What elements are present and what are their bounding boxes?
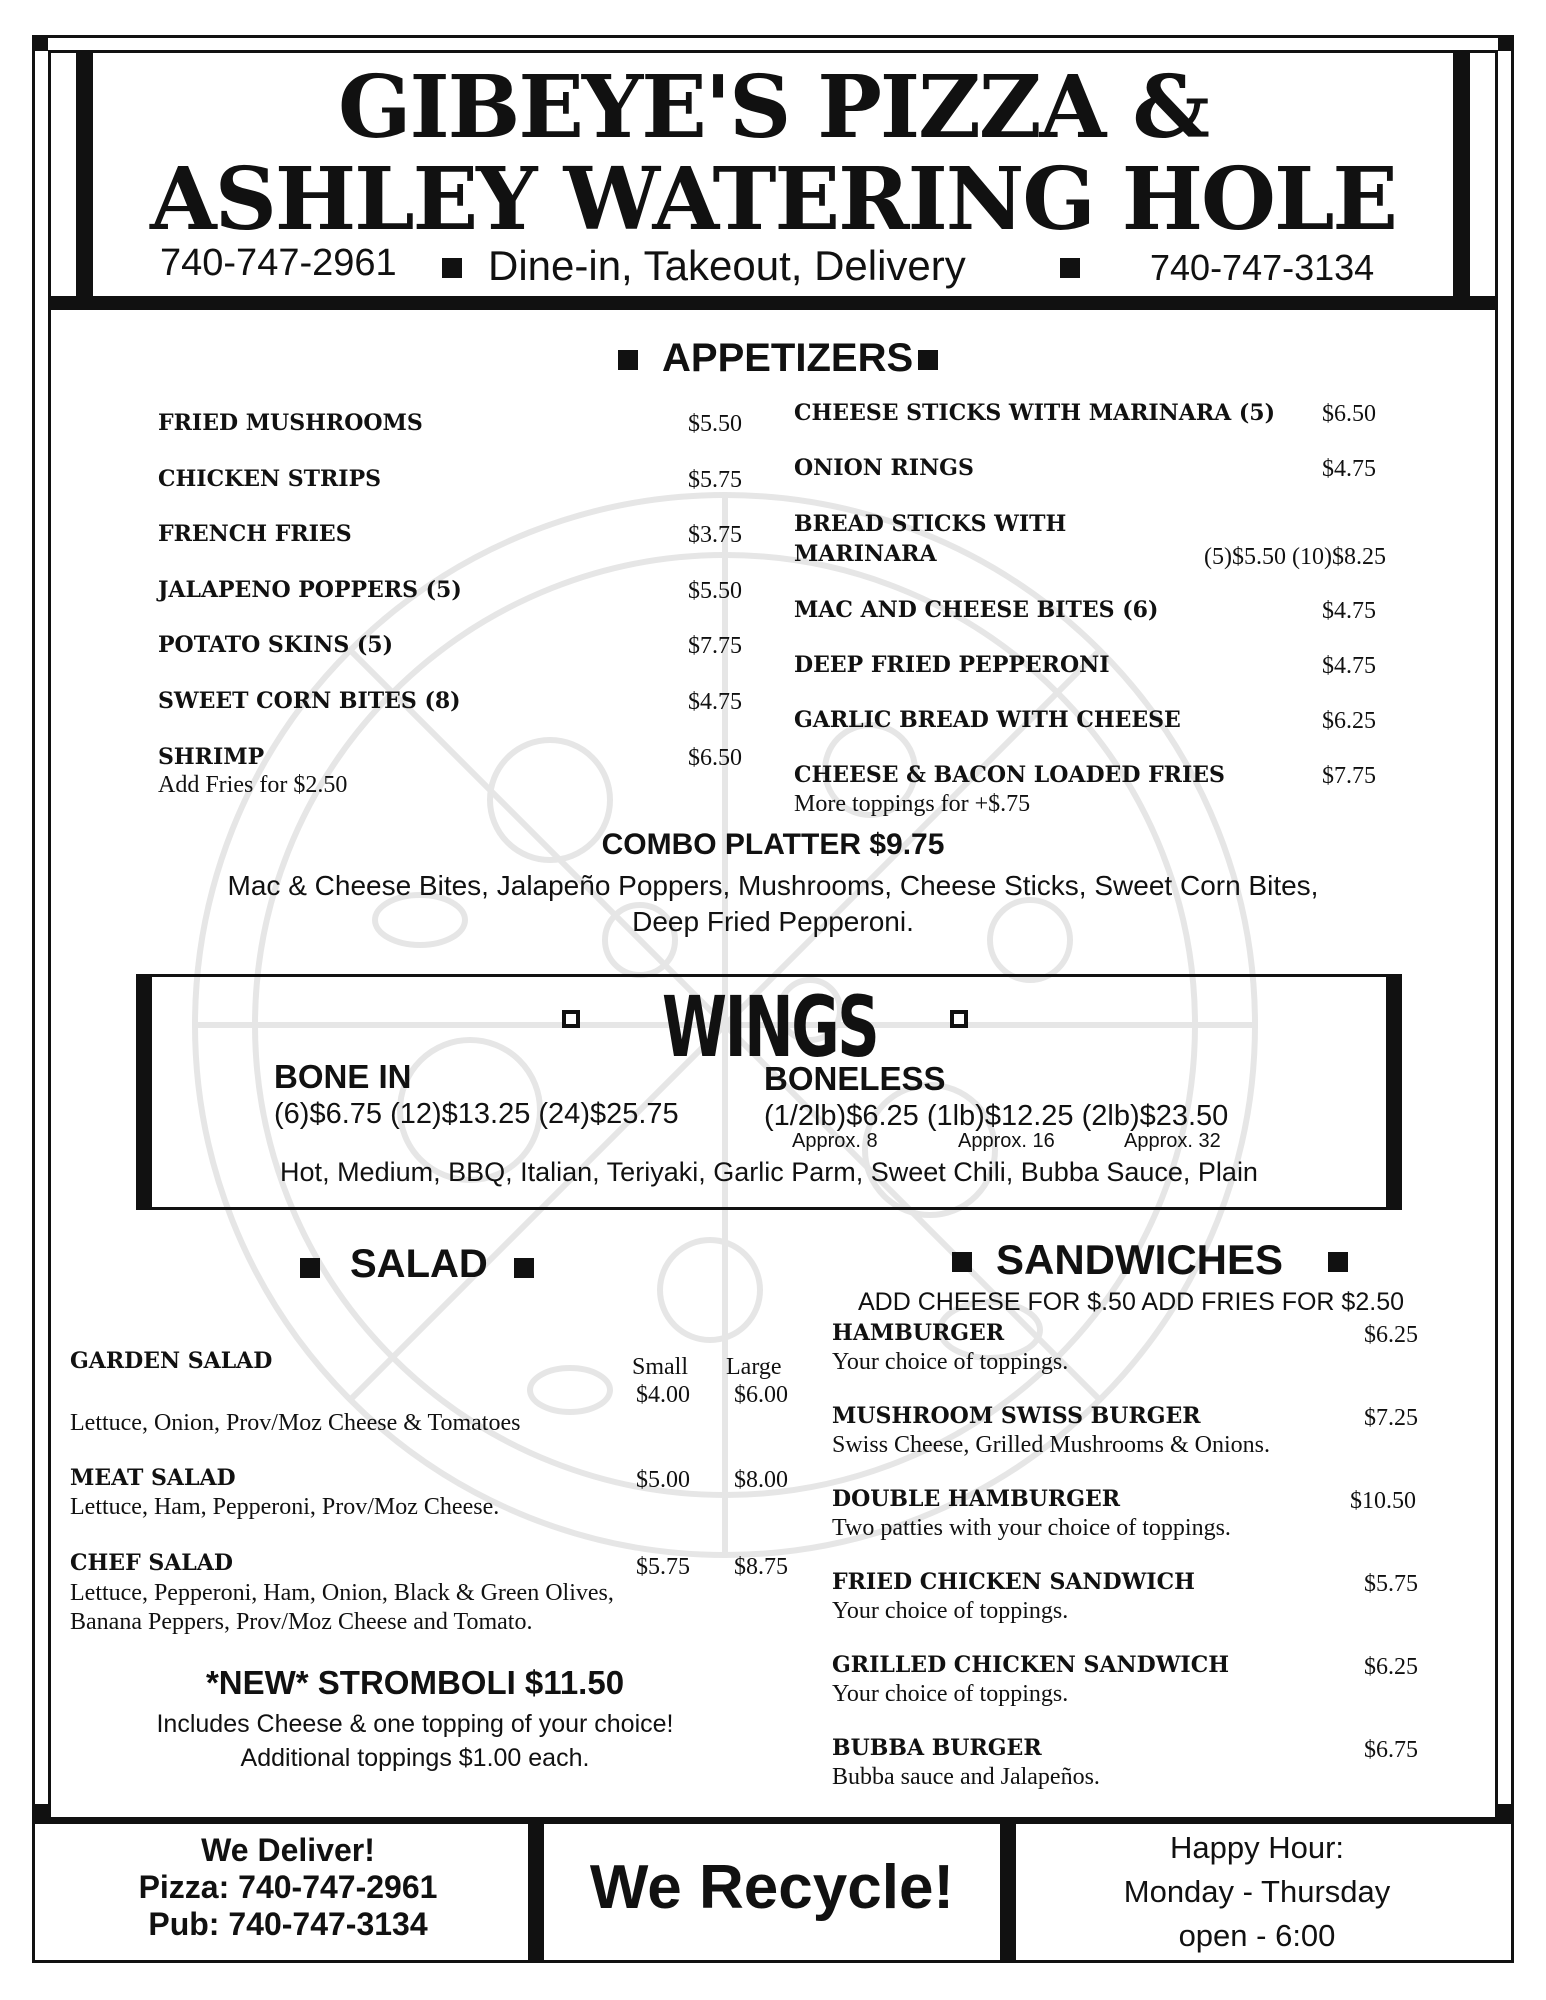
menu-item-price: (5)$5.50 (10)$8.25	[1204, 544, 1386, 570]
menu-item-price: $10.50	[1350, 1488, 1416, 1514]
menu-item-desc: Banana Peppers, Prov/Moz Cheese and Tomato.	[70, 1609, 533, 1635]
wings-heading: WINGS	[662, 978, 878, 1076]
service-tagline: Dine-in, Takeout, Delivery	[488, 242, 966, 289]
menu-item-name: BREAD STICKS WITH	[794, 511, 1067, 537]
stromboli-title: *NEW* STROMBOLI $11.50	[205, 1664, 625, 1701]
menu-item-name: HAMBURGER	[832, 1320, 1005, 1346]
menu-item-price: $4.75	[688, 689, 742, 715]
combo-platter-desc: Mac & Cheese Bites, Jalapeño Poppers, Mushrooms, Cheese Sticks, Sweet Corn Bites,	[227, 870, 1319, 901]
bone-in-title: BONE IN	[274, 1058, 412, 1095]
header-right-bar	[1456, 50, 1470, 302]
menu-item-price-small: $5.00	[636, 1467, 690, 1493]
menu-item-desc: Lettuce, Ham, Pepperoni, Prov/Moz Cheese.	[70, 1494, 500, 1520]
bullet-square-icon	[562, 1010, 580, 1028]
menu-item-price: $7.25	[1364, 1405, 1418, 1431]
menu-item-price: $6.75	[1364, 1737, 1418, 1763]
menu-item-desc: More toppings for +$.75	[794, 791, 1031, 817]
menu-item-name: DEEP FRIED PEPPERONI	[794, 652, 1110, 678]
happy-hour-title: Happy Hour:	[1169, 1830, 1345, 1865]
menu-item-price-large: $8.75	[734, 1554, 788, 1580]
boneless-approx: Approx. 8	[792, 1130, 878, 1152]
menu-item-price: $6.25	[1364, 1654, 1418, 1680]
menu-item-price: $4.75	[1322, 456, 1376, 482]
bone-in-prices: (6)$6.75 (12)$13.25 (24)$25.75	[274, 1098, 679, 1130]
corner-block	[1498, 35, 1514, 51]
deliver-line: We Deliver!	[201, 1832, 375, 1868]
menu-item-name: CHEESE & BACON LOADED FRIES	[794, 762, 1225, 788]
menu-item-name: MEAT SALAD	[70, 1465, 236, 1491]
menu-item-name: MARINARA	[794, 541, 937, 567]
header-bottom-bar	[48, 296, 1498, 310]
corner-block	[32, 1804, 48, 1820]
footer-divider	[528, 1820, 544, 1963]
menu-item-price: $5.50	[688, 578, 742, 604]
menu-item-price-large: $6.00	[734, 1382, 788, 1408]
menu-item-name: BUBBA BURGER	[832, 1735, 1042, 1761]
happy-hour-days: Monday - Thursday	[1123, 1874, 1391, 1909]
sandwiches-heading: SANDWICHES	[996, 1236, 1284, 1283]
menu-item-price-small: $4.00	[636, 1382, 690, 1408]
menu-item-price: $6.50	[688, 745, 742, 771]
deliver-pub-phone: Pub: 740-747-3134	[148, 1906, 428, 1942]
bullet-icon	[1060, 258, 1080, 278]
menu-item-price-small: $5.75	[636, 1554, 690, 1580]
menu-item-name: FRIED CHICKEN SANDWICH	[832, 1569, 1195, 1595]
stromboli-desc: Includes Cheese & one topping of your choice!	[156, 1710, 674, 1738]
menu-item-price: $4.75	[1322, 598, 1376, 624]
menu-item-price: $6.25	[1322, 708, 1376, 734]
boneless-title: BONELESS	[764, 1060, 946, 1097]
bullet-icon	[300, 1258, 320, 1278]
menu-item-price: $6.50	[1322, 401, 1376, 427]
boneless-approx: Approx. 16	[958, 1130, 1055, 1152]
footer-divider	[1000, 1820, 1016, 1963]
header-left-bar	[76, 50, 90, 302]
menu-item-price: $7.75	[688, 633, 742, 659]
combo-platter-title: COMBO PLATTER $9.75	[601, 828, 945, 861]
menu-item-desc: Your choice of toppings.	[832, 1598, 1069, 1624]
wings-right-bar	[1386, 974, 1402, 1210]
phone-left: 740-747-2961	[160, 242, 397, 284]
menu-item-price: $7.75	[1322, 763, 1376, 789]
menu-item-name: FRIED MUSHROOMS	[158, 410, 423, 436]
restaurant-title-line2: ASHLEY WATERING HOLE	[150, 149, 1396, 250]
menu-item-name: SWEET CORN BITES (8)	[158, 688, 461, 714]
salad-col-large: Large	[726, 1354, 782, 1380]
menu-item-desc: Your choice of toppings.	[832, 1681, 1069, 1707]
bullet-icon	[442, 258, 462, 278]
menu-item-name: POTATO SKINS (5)	[158, 632, 394, 658]
salad-col-small: Small	[632, 1354, 689, 1380]
bullet-icon	[1328, 1252, 1348, 1272]
menu-item-price-large: $8.00	[734, 1467, 788, 1493]
menu-item-name: ONION RINGS	[794, 455, 974, 481]
bullet-square-icon	[950, 1010, 968, 1028]
bullet-icon	[918, 350, 938, 370]
menu-item-name: GARDEN SALAD	[70, 1348, 273, 1374]
menu-item-name: CHEESE STICKS WITH MARINARA (5)	[794, 400, 1276, 426]
appetizers-heading: APPETIZERS	[662, 336, 914, 380]
boneless-prices: (1/2lb)$6.25 (1lb)$12.25 (2lb)$23.50	[764, 1100, 1229, 1132]
bullet-icon	[514, 1258, 534, 1278]
menu-item-desc: Swiss Cheese, Grilled Mushrooms & Onions.	[832, 1432, 1270, 1458]
salad-heading: SALAD	[350, 1242, 488, 1286]
stromboli-desc: Additional toppings $1.00 each.	[240, 1744, 590, 1772]
menu-item-price: $5.75	[1364, 1571, 1418, 1597]
menu-item-desc: Lettuce, Pepperoni, Ham, Onion, Black & Green Olives,	[70, 1580, 614, 1606]
bullet-icon	[618, 350, 638, 370]
happy-hour-time: open - 6:00	[1178, 1918, 1336, 1953]
menu-item-price: $4.75	[1322, 653, 1376, 679]
menu-item-desc: Lettuce, Onion, Prov/Moz Cheese & Tomatoes	[70, 1410, 521, 1436]
menu-item-name: DOUBLE HAMBURGER	[832, 1486, 1121, 1512]
menu-item-price: $5.75	[688, 467, 742, 493]
menu-item-name: CHICKEN STRIPS	[158, 466, 382, 492]
recycle-banner: We Recycle!	[589, 1853, 955, 1922]
menu-item-desc: Two patties with your choice of toppings.	[832, 1515, 1231, 1541]
combo-platter-desc: Deep Fried Pepperoni.	[632, 906, 914, 937]
menu-item-desc: Add Fries for $2.50	[158, 772, 348, 798]
corner-block	[32, 35, 48, 51]
menu-item-desc: Bubba sauce and Jalapeños.	[832, 1764, 1100, 1790]
restaurant-title-line1: GIBEYE'S PIZZA &	[338, 57, 1208, 158]
menu-item-price: $3.75	[688, 522, 742, 548]
menu-item-name: GRILLED CHICKEN SANDWICH	[832, 1652, 1229, 1678]
phone-right: 740-747-3134	[1150, 247, 1375, 288]
menu-item-name: SHRIMP	[158, 744, 265, 770]
corner-block	[1498, 1804, 1514, 1820]
wings-left-bar	[136, 974, 152, 1210]
menu-item-desc: Your choice of toppings.	[832, 1349, 1069, 1375]
menu-item-price: $6.25	[1364, 1322, 1418, 1348]
sandwiches-note: ADD CHEESE FOR $.50 ADD FRIES FOR $2.50	[858, 1288, 1404, 1316]
bullet-icon	[952, 1252, 972, 1272]
deliver-pizza-phone: Pizza: 740-747-2961	[138, 1869, 438, 1905]
menu-item-name: MUSHROOM SWISS BURGER	[832, 1403, 1201, 1429]
menu-item-name: JALAPENO POPPERS (5)	[158, 577, 462, 603]
menu-item-name: CHEF SALAD	[70, 1550, 233, 1576]
menu-item-name: GARLIC BREAD WITH CHEESE	[794, 707, 1181, 733]
menu-item-price: $5.50	[688, 411, 742, 437]
boneless-approx: Approx. 32	[1124, 1130, 1221, 1152]
wing-flavors: Hot, Medium, BBQ, Italian, Teriyaki, Garlic Parm, Sweet Chili, Bubba Sauce, Plain	[280, 1157, 1258, 1187]
footer-top-rule	[32, 1820, 1514, 1824]
menu-item-name: FRENCH FRIES	[158, 521, 352, 547]
menu-item-name: MAC AND CHEESE BITES (6)	[794, 597, 1159, 623]
